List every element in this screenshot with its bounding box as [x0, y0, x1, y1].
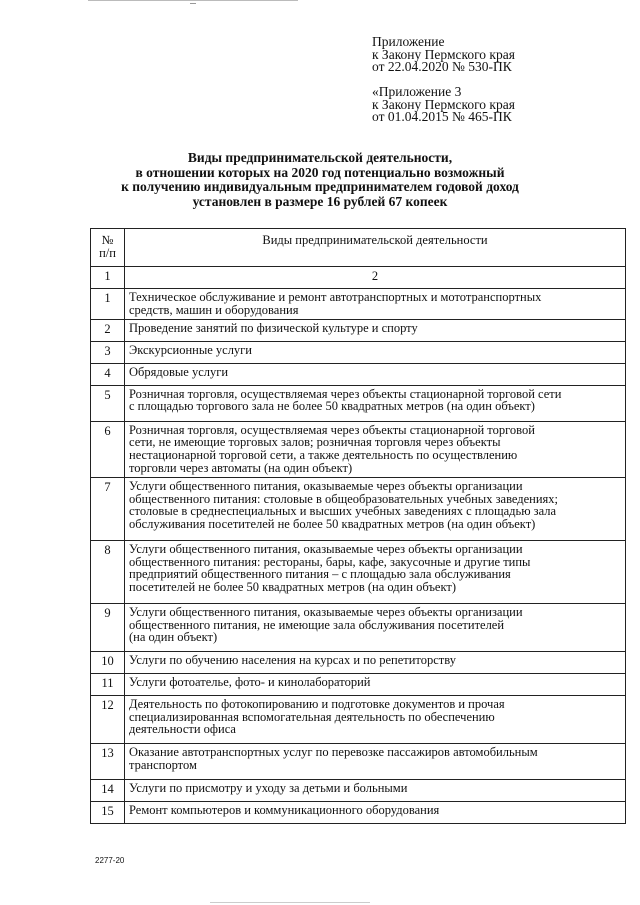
row-number-cell: 6	[91, 421, 125, 477]
activity-cell	[125, 319, 626, 341]
activity-text-line: средств, машин и оборудования	[129, 302, 299, 317]
table-row	[91, 289, 626, 320]
column-number-cell: 2	[125, 267, 626, 289]
activity-text-line: Экскурсионные услуги	[129, 342, 252, 357]
table-row	[91, 603, 626, 651]
activity-text-line: транспортом	[129, 757, 197, 772]
table-row	[91, 477, 626, 540]
activity-cell	[125, 421, 626, 477]
activity-text-line: общественного питания: рестораны, бары, кафе, закусочные и другие типы	[129, 554, 531, 569]
activity-text-line: посетителей не более 50 квадратных метров (на один объект)	[129, 580, 456, 595]
activity-text-line: Обрядовые услуги	[129, 364, 229, 379]
activity-text-line: общественного питания: столовые в общеобразовательных учебных заведениях;	[129, 491, 559, 506]
activity-cell	[125, 779, 626, 801]
activity-text-line: предприятий общественного питания – с площадью зала обслуживания	[129, 567, 511, 582]
activity-text-line: с площадью торгового зала не более 50 квадратных метров (на один объект)	[129, 399, 535, 414]
activity-text-line: Проведение занятий по физической культуре и спорту	[129, 320, 418, 335]
activity-text-line: специализированная вспомогательная деятельность по обеспечению	[129, 709, 495, 724]
activity-text-line: общественного питания, не имеющие зала обслуживания посетителей	[129, 617, 505, 632]
row-number-cell: 5	[91, 385, 125, 421]
title-line: установлен в размере 16 рублей 67 копеек	[192, 193, 448, 209]
activity-text-line: сети, не имеющие торговых залов; розничная торговля через объекты	[129, 435, 501, 450]
activity-text-line: Ремонт компьютеров и коммуникационного оборудования	[129, 802, 440, 817]
row-number-cell: 10	[91, 651, 125, 673]
activity-cell	[125, 341, 626, 363]
document-code: 2277-20	[95, 856, 125, 865]
row-number-cell: 9	[91, 603, 125, 651]
header-number-abbrev: п/п	[99, 246, 116, 260]
activity-text-line: Услуги общественного питания, оказываемые через объекты организации	[129, 604, 523, 619]
table-row	[91, 673, 626, 695]
header-title-cell: Виды предпринимательской деятельности	[125, 229, 626, 267]
appendix-line: к Закону Пермского края	[372, 46, 515, 62]
appendix-block	[372, 36, 515, 74]
title-line: в отношении которых на 2020 год потенциально возможный	[135, 164, 505, 180]
activity-cell	[125, 801, 626, 823]
activity-text-line: столовые в среднеспециальных и высших учебных заведениях с площадью зала	[129, 504, 557, 519]
scan-edge-mark-bottom	[210, 902, 370, 903]
table-header-row	[91, 229, 626, 267]
activity-text-line: Деятельность по фотокопированию и подготовке документов и прочая	[129, 696, 505, 711]
activity-text-line: Розничная торговля, осуществляемая через объекты стационарной торговой	[129, 422, 535, 437]
table-row	[91, 385, 626, 421]
title-line: Виды предпринимательской деятельности,	[187, 150, 453, 165]
table-row	[91, 801, 626, 823]
table-row	[91, 779, 626, 801]
activity-text-line: (на один объект)	[129, 630, 218, 645]
activity-cell	[125, 540, 626, 603]
activity-text-line: деятельности офиса	[129, 722, 236, 737]
activity-text-line: торговли через автоматы (на один объект)	[129, 460, 353, 475]
row-number-cell: 14	[91, 779, 125, 801]
table-row	[91, 743, 626, 779]
activity-text-line: Услуги общественного питания, оказываемые через объекты организации	[129, 541, 523, 556]
activity-text-line: нестационарной торговой сети, а также деятельность по осуществлению	[129, 448, 518, 463]
activity-text-line: Техническое обслуживание и ремонт автотранспортных и мототранспортных	[129, 290, 542, 304]
activity-text-line: Услуги по обучению населения на курсах и по репетиторству	[129, 652, 456, 667]
activity-cell	[125, 363, 626, 385]
appendix-line: от 01.04.2015 № 465-ПК	[372, 109, 512, 124]
appendix-line: «Приложение 3	[372, 84, 462, 99]
table-body	[91, 267, 626, 824]
activity-text-line: Розничная торговля, осуществляемая через объекты стационарной торговой сети	[129, 386, 562, 401]
title-line: к получению индивидуальным предпринимателем годовой доход	[121, 179, 519, 194]
table-row	[91, 421, 626, 477]
column-number-cell: 1	[91, 267, 125, 289]
row-number-cell: 11	[91, 673, 125, 695]
activity-text-line: обслуживания посетителей не более 50 квадратных метров (на один объект)	[129, 517, 536, 532]
table-row	[91, 341, 626, 363]
scan-edge-dot	[190, 3, 196, 4]
column-number-row	[91, 267, 626, 289]
row-number-cell: 2	[91, 319, 125, 341]
table-row	[91, 319, 626, 341]
activity-cell	[125, 743, 626, 779]
amended-appendix-block	[372, 86, 515, 124]
scan-edge-mark	[88, 0, 298, 1]
row-number-cell: 4	[91, 363, 125, 385]
table-row	[91, 363, 626, 385]
row-number-cell: 7	[91, 477, 125, 540]
row-number-cell: 3	[91, 341, 125, 363]
activity-cell	[125, 385, 626, 421]
appendix-line: от 22.04.2020 № 530-ПК	[372, 59, 512, 74]
activity-text-line: Услуги фотоателье, фото- и кинолабораторий	[129, 674, 371, 689]
row-number-cell: 8	[91, 540, 125, 603]
activity-cell	[125, 477, 626, 540]
activity-text-line: Услуги общественного питания, оказываемые через объекты организации	[129, 478, 523, 493]
header-number-cell	[91, 229, 125, 267]
activity-cell	[125, 695, 626, 743]
appendix-line: к Закону Пермского края	[372, 96, 515, 112]
table-row	[91, 540, 626, 603]
table-row	[91, 651, 626, 673]
table-row	[91, 695, 626, 743]
header-number-symbol: №	[101, 233, 114, 247]
appendix-line: Приложение	[372, 34, 445, 49]
row-number-cell: 15	[91, 801, 125, 823]
activity-cell	[125, 673, 626, 695]
activity-cell	[125, 289, 626, 320]
activity-text-line: Услуги по присмотру и уходу за детьми и больными	[129, 780, 408, 795]
activity-text-line: Оказание автотранспортных услуг по перевозке пассажиров автомобильным	[129, 744, 538, 759]
row-number-cell: 12	[91, 695, 125, 743]
document-title	[100, 151, 540, 209]
row-number-cell: 1	[91, 289, 125, 320]
row-number-cell: 13	[91, 743, 125, 779]
activities-table	[90, 228, 626, 824]
activity-cell	[125, 603, 626, 651]
activity-cell	[125, 651, 626, 673]
